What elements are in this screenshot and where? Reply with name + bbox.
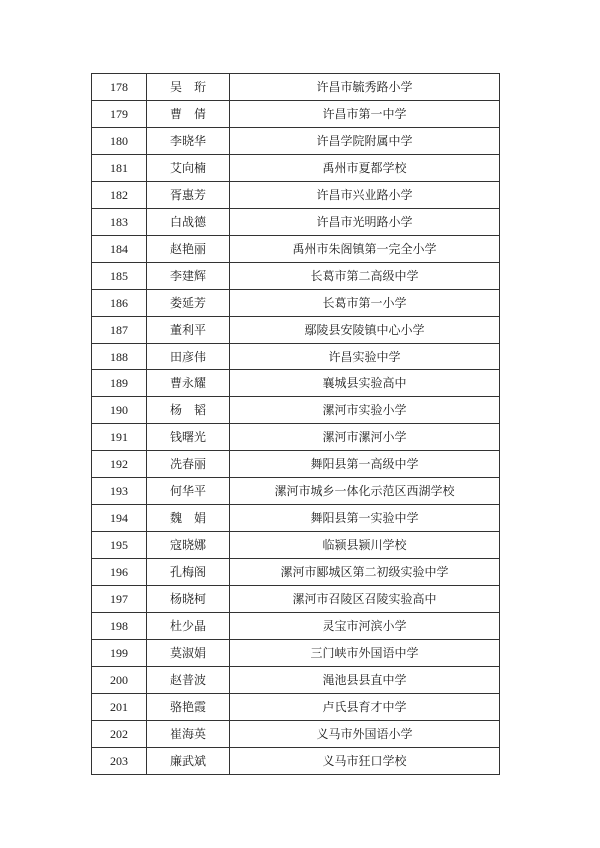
school-name: 漯河市召陵区召陵实验高中 (230, 586, 500, 613)
school-name: 长葛市第二高级中学 (230, 262, 500, 289)
row-number: 182 (92, 181, 147, 208)
table-row (92, 640, 500, 667)
table-row (92, 100, 500, 127)
table-row (92, 127, 500, 154)
table-row (92, 235, 500, 262)
school-name: 许昌实验中学 (230, 343, 500, 370)
table-row (92, 208, 500, 235)
table-row (92, 747, 500, 774)
row-number: 188 (92, 343, 147, 370)
row-number: 184 (92, 235, 147, 262)
teacher-name: 寇晓娜 (147, 532, 230, 559)
row-number: 198 (92, 613, 147, 640)
teacher-name: 赵普波 (147, 666, 230, 693)
school-name: 长葛市第一小学 (230, 289, 500, 316)
row-number: 179 (92, 100, 147, 127)
row-number: 180 (92, 127, 147, 154)
row-number: 190 (92, 397, 147, 424)
teacher-name: 孔梅阁 (147, 559, 230, 586)
row-number: 183 (92, 208, 147, 235)
table-row (92, 424, 500, 451)
school-name: 鄢陵县安陵镇中心小学 (230, 316, 500, 343)
school-name: 义马市外国语小学 (230, 720, 500, 747)
row-number: 195 (92, 532, 147, 559)
school-name: 许昌市第一中学 (230, 100, 500, 127)
school-name: 灵宝市河滨小学 (230, 613, 500, 640)
table-row (92, 613, 500, 640)
school-name: 漯河市城乡一体化示范区西湖学校 (230, 478, 500, 505)
table-row (92, 693, 500, 720)
school-name: 许昌市毓秀路小学 (230, 74, 500, 101)
table-row (92, 370, 500, 397)
teacher-name: 曹永耀 (147, 370, 230, 397)
row-number: 199 (92, 640, 147, 667)
table-row (92, 532, 500, 559)
table-row (92, 586, 500, 613)
school-name: 舞阳县第一实验中学 (230, 505, 500, 532)
teacher-name: 曹 倩 (147, 100, 230, 127)
table-row (92, 666, 500, 693)
teacher-name: 魏 娟 (147, 505, 230, 532)
school-name: 舞阳县第一高级中学 (230, 451, 500, 478)
school-name: 卢氏县育才中学 (230, 693, 500, 720)
table-row (92, 343, 500, 370)
row-number: 193 (92, 478, 147, 505)
row-number: 200 (92, 666, 147, 693)
teacher-name: 赵艳丽 (147, 235, 230, 262)
table-row (92, 316, 500, 343)
school-name: 许昌市光明路小学 (230, 208, 500, 235)
school-name: 渑池县县直中学 (230, 666, 500, 693)
teacher-name: 莫淑娟 (147, 640, 230, 667)
table-row (92, 154, 500, 181)
school-name: 襄城县实验高中 (230, 370, 500, 397)
row-number: 197 (92, 586, 147, 613)
school-name: 漯河市漯河小学 (230, 424, 500, 451)
row-number: 191 (92, 424, 147, 451)
row-number: 187 (92, 316, 147, 343)
row-number: 181 (92, 154, 147, 181)
teacher-name: 李晓华 (147, 127, 230, 154)
table-row (92, 262, 500, 289)
teacher-name: 胥惠芳 (147, 181, 230, 208)
row-number: 202 (92, 720, 147, 747)
school-name: 漯河市实验小学 (230, 397, 500, 424)
row-number: 196 (92, 559, 147, 586)
teacher-name: 廉武斌 (147, 747, 230, 774)
table-row (92, 397, 500, 424)
teacher-name: 艾向楠 (147, 154, 230, 181)
school-name: 临颍县颍川学校 (230, 532, 500, 559)
table-row (92, 505, 500, 532)
teacher-name: 杨 韬 (147, 397, 230, 424)
teacher-name: 冼春丽 (147, 451, 230, 478)
row-number: 185 (92, 262, 147, 289)
school-name: 许昌学院附属中学 (230, 127, 500, 154)
teacher-name: 董利平 (147, 316, 230, 343)
school-name: 禹州市朱阁镇第一完全小学 (230, 235, 500, 262)
teacher-name: 杨晓柯 (147, 586, 230, 613)
table-row (92, 720, 500, 747)
teacher-name: 何华平 (147, 478, 230, 505)
teacher-name: 杜少晶 (147, 613, 230, 640)
teacher-name: 白战德 (147, 208, 230, 235)
teacher-name: 吴 珩 (147, 74, 230, 101)
table-row (92, 559, 500, 586)
row-number: 192 (92, 451, 147, 478)
row-number: 203 (92, 747, 147, 774)
school-name: 义马市狂口学校 (230, 747, 500, 774)
roster-body (92, 74, 500, 775)
school-name: 许昌市兴业路小学 (230, 181, 500, 208)
table-row (92, 478, 500, 505)
row-number: 201 (92, 693, 147, 720)
table-row (92, 451, 500, 478)
teacher-name: 娄延芳 (147, 289, 230, 316)
school-name: 三门峡市外国语中学 (230, 640, 500, 667)
table-row (92, 289, 500, 316)
teacher-name: 李建辉 (147, 262, 230, 289)
row-number: 189 (92, 370, 147, 397)
teacher-name: 崔海英 (147, 720, 230, 747)
row-number: 194 (92, 505, 147, 532)
table-row (92, 181, 500, 208)
teacher-name: 钱曙光 (147, 424, 230, 451)
teacher-name: 田彦伟 (147, 343, 230, 370)
row-number: 186 (92, 289, 147, 316)
row-number: 178 (92, 74, 147, 101)
school-name: 漯河市郾城区第二初级实验中学 (230, 559, 500, 586)
teacher-name: 骆艳霞 (147, 693, 230, 720)
roster-table (91, 73, 500, 775)
school-name: 禹州市夏都学校 (230, 154, 500, 181)
table-row (92, 74, 500, 101)
